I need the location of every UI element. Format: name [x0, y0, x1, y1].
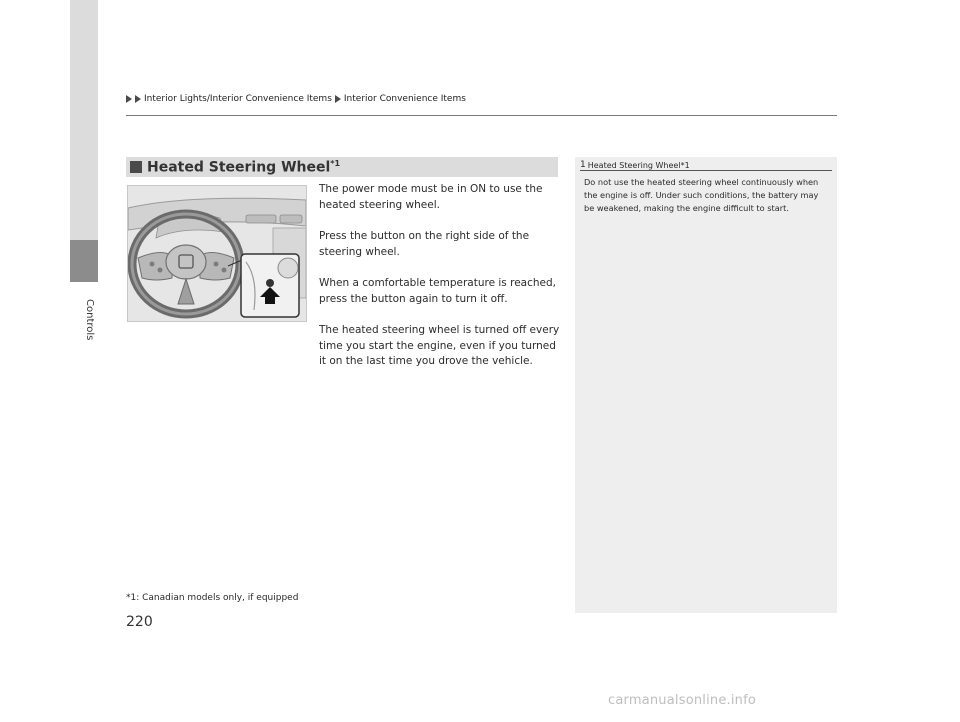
footnote: *1: Canadian models only, if equipped	[126, 593, 299, 603]
steering-wheel-drawing	[128, 186, 306, 321]
body-paragraph: The power mode must be in ON to use the heated steering wheel.	[319, 183, 543, 211]
header-divider	[126, 115, 837, 116]
body-paragraph: When a comfortable temperature is reached, press the button again to turn it off.	[319, 277, 556, 305]
section-header	[126, 157, 558, 177]
body-paragraph: Press the button on the right side of the steering wheel.	[319, 230, 530, 258]
body-paragraph: The heated steering wheel is turned off every time you start the engine, even if you turned it on the last time you drove the vehicle.	[319, 324, 560, 367]
note-panel	[575, 157, 837, 613]
footnote-marker: *1	[680, 161, 690, 170]
breadcrumb-arrow-icon	[335, 95, 341, 103]
note-divider	[580, 170, 832, 171]
note-text: Do not use the heated steering wheel continuously when the engine is off. Under such conditions, the battery may be weakened, making the engine difficult to start.	[584, 177, 819, 213]
page-number: 220	[126, 614, 153, 630]
chapter-label: Controls	[84, 299, 95, 341]
breadcrumb-item[interactable]: Interior Lights/Interior Convenience Items	[144, 94, 332, 104]
section-square-icon	[130, 161, 142, 173]
footnote-marker: *1	[330, 158, 341, 168]
breadcrumb	[126, 94, 466, 104]
breadcrumb-arrow-icon	[126, 95, 132, 103]
steering-wheel-illustration	[127, 185, 307, 322]
note-header	[580, 157, 832, 170]
section-title: Heated Steering Wheel$^{*1}$	[147, 158, 341, 176]
chapter-tab-background	[70, 0, 98, 240]
breadcrumb-arrow-icon	[135, 95, 141, 103]
watermark: carmanualsonline.info	[608, 693, 757, 708]
chapter-tab-marker	[70, 240, 98, 282]
note-title: Heated Steering Wheel	[587, 161, 681, 170]
reference-icon: 1	[580, 160, 586, 170]
breadcrumb-item[interactable]: Interior Convenience Items	[343, 94, 466, 104]
